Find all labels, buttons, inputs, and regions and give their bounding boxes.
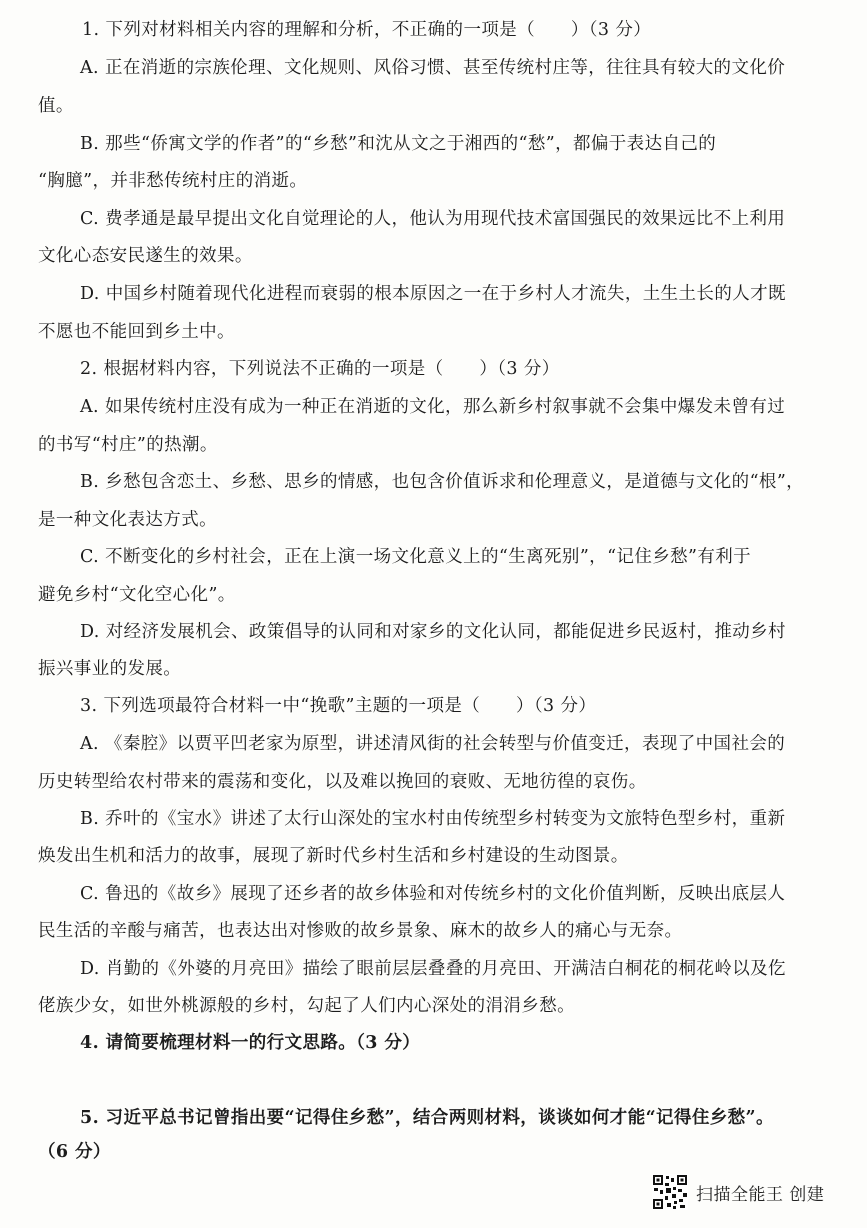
q2-option-d-line1: D. 对经济发展机会、政策倡导的认同和对家乡的文化认同，都能促进乡民返村，推动乡村 [80,622,786,642]
q2-option-a-line1: A. 如果传统村庄没有成为一种正在消逝的文化，那么新乡村叙事就不会集中爆发未曾有过 [80,397,786,417]
q2-stem: 2. 根据材料内容，下列说法不正确的一项是（ ）（3 分） [80,359,560,379]
q1-option-d-line2: 不愿也不能回到乡土中。 [38,322,235,342]
q1-option-d-line1: D. 中国乡村随着现代化进程而衰弱的根本原因之一在于乡村人才流失，土生土长的人才既 [80,284,786,304]
q1-option-a-line2: 值。 [38,96,74,116]
q3-option-b-line2: 焕发出生机和活力的故事，展现了新时代乡村生活和乡村建设的生动图景。 [38,846,629,866]
q3-option-c-line1: C. 鲁迅的《故乡》展现了还乡者的故乡体验和对传统乡村的文化价值判断，反映出底层人 [80,884,786,904]
q1-option-a-line1: A. 正在消逝的宗族伦理、文化规则、风俗习惯、甚至传统村庄等，往往具有较大的文化价 [80,58,786,78]
q1-option-b-line2: “胸臆”，并非愁传统村庄的消逝。 [38,171,308,191]
q2-option-c-line2: 避免乡村“文化空心化”。 [38,585,236,605]
q3-option-b-line1: B. 乔叶的《宝水》讲述了太行山深处的宝水村由传统型乡村转变为文旅特色型乡村，重新 [80,809,786,829]
watermark-text: 扫描全能王 创建 [696,1184,825,1205]
q1-option-b-line1: B. 那些“侨寓文学的作者”的“乡愁”和沈从文之于湘西的“愁”，都偏于表达自己的 [80,134,717,154]
q5-stem: 5. 习近平总书记曾指出要“记得住乡愁”，结合两则材料，谈谈如何才能“记得住乡愁”。 [80,1108,774,1128]
q2-option-b-line1: B. 乡愁包含恋土、乡愁、思乡的情感，也包含价值诉求和伦理意义，是道德与文化的“根”， [80,472,805,492]
q2-option-a-line2: 的书写“村庄”的热潮。 [38,435,218,455]
q3-stem: 3. 下列选项最符合材料一中“挽歌”主题的一项是（ ）（3 分） [80,696,597,716]
scanner-watermark [652,1172,824,1212]
q2-option-d-line2: 振兴事业的发展。 [38,659,182,679]
q3-option-d-line1: D. 肖勤的《外婆的月亮田》描绘了眼前层层叠叠的月亮田、开满洁白桐花的桐花岭以及仡 [80,959,786,979]
q1-option-c-line1: C. 费孝通是最早提出文化自觉理论的人，他认为用现代技术富国强民的效果远比不上利用 [80,209,786,229]
q2-option-b-line2: 是一种文化表达方式。 [38,510,217,530]
qr-code-icon [652,1174,688,1210]
q1-stem: 1. 下列对材料相关内容的理解和分析，不正确的一项是（ ）（3 分） [82,20,652,40]
q1-option-c-line2: 文化心态安民遂生的效果。 [38,246,253,266]
q5-score: （6 分） [38,1142,111,1162]
q3-option-d-line2: 佬族少女，如世外桃源般的乡村，勾起了人们内心深处的涓涓乡愁。 [38,996,575,1016]
q3-option-a-line2: 历史转型给农村带来的震荡和变化，以及难以挽回的衰败、无地彷徨的哀伤。 [38,772,647,792]
q3-option-a-line1: A. 《秦腔》以贾平凹老家为原型，讲述清风街的社会转型与价值变迁，表现了中国社会的 [80,734,786,754]
q2-option-c-line1: C. 不断变化的乡村社会，正在上演一场文化意义上的“生离死别”，“记住乡愁”有利于 [80,547,752,567]
q3-option-c-line2: 民生活的辛酸与痛苦，也表达出对惨败的故乡景象、麻木的故乡人的痛心与无奈。 [38,921,683,941]
q4-stem: 4. 请简要梳理材料一的行文思路。（3 分） [80,1033,421,1053]
